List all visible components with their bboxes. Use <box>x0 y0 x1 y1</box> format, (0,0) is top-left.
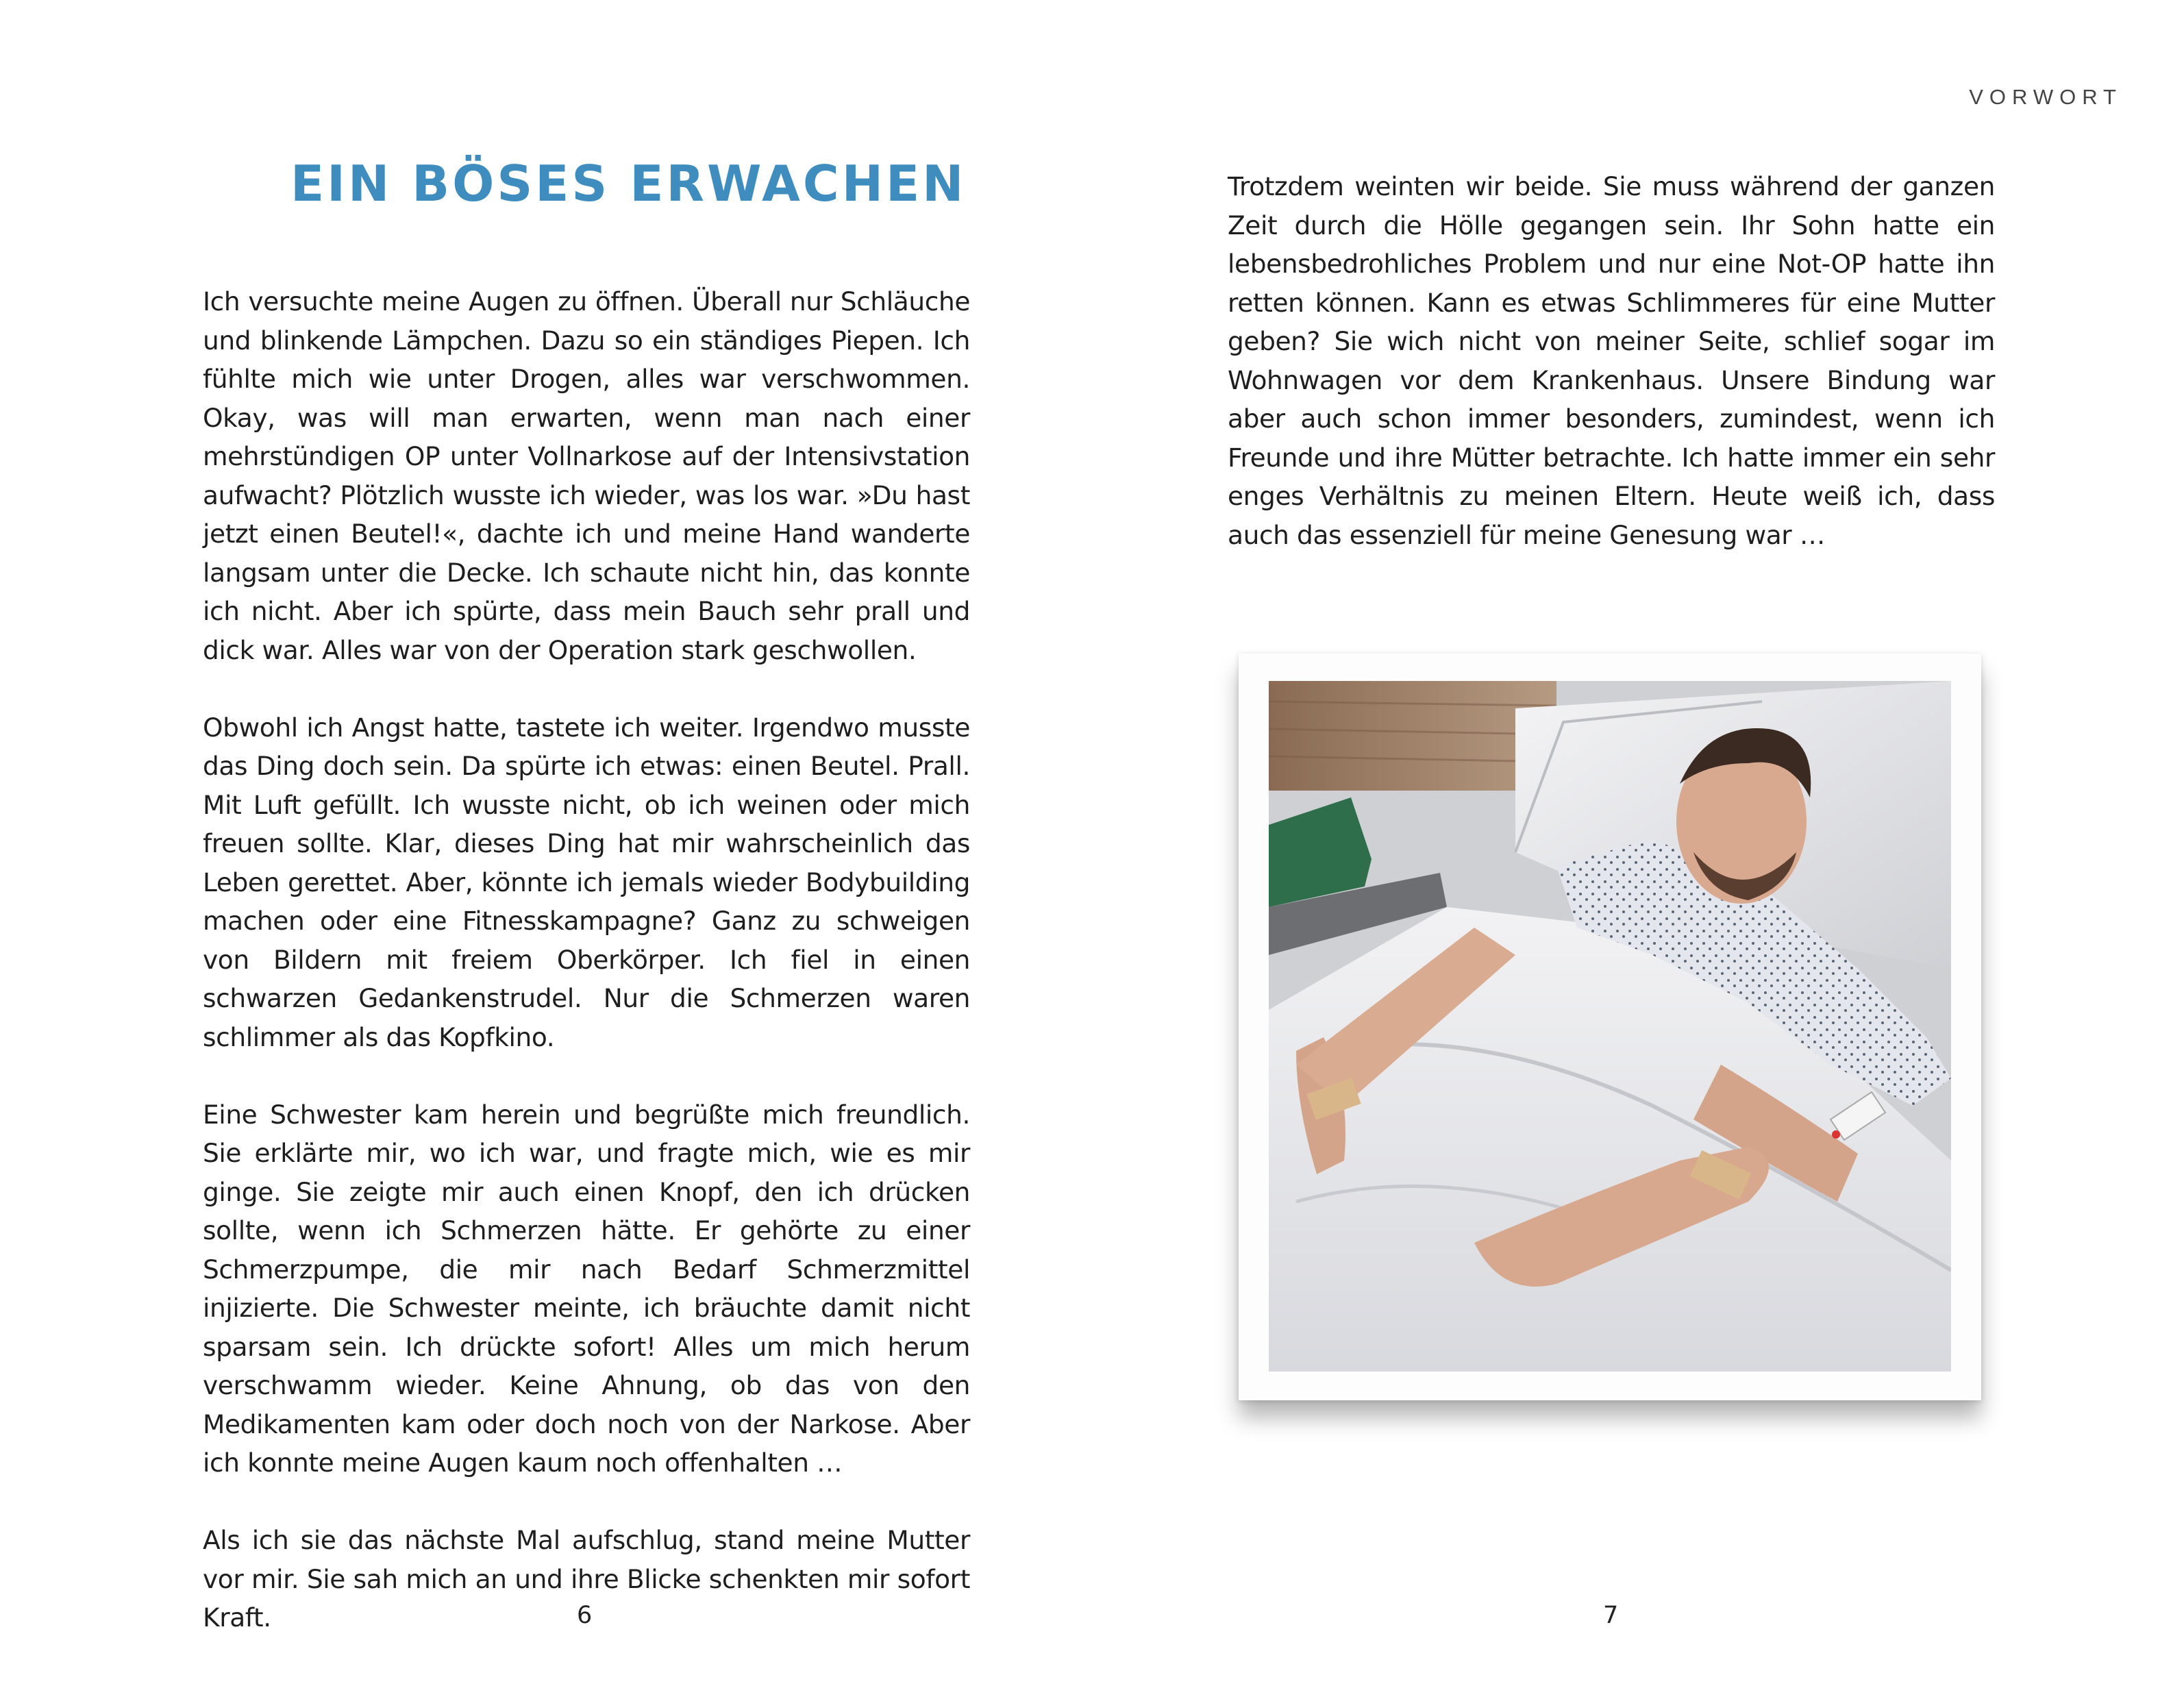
running-header-section: VORWORT <box>1969 85 2122 109</box>
right-page-body <box>1228 167 1995 554</box>
left-paragraph-2: Obwohl ich Angst hatte, tastete ich weiter. Irgendwo musste das Ding doch sein. Da spürte ich etwas: einen Beutel. Prall. Mit Luft gefüllt. Ich wusste nicht, ob ich weinen oder mich freuen sollte. Klar, dieses Ding hat mir wahrscheinlich das Leben gerettet. Aber, könnte ich jemals wieder Bodybuilding machen oder eine Fitnesskampagne? Ganz zu schweigen von Bildern mit freiem Oberkörper. Ich fiel in einen schwarzen Gedankenstrudel. Nur die Schmerzen waren schlimmer als das Kopfkino. <box>203 712 970 1052</box>
right-paragraph-1: Trotzdem weinten wir beide. Sie muss während der ganzen Zeit durch die Hölle gegangen sein. Ihr Sohn hatte ein lebensbedrohliches Problem und nur eine Not-OP hatte ihn retten können. Kann es etwas Schlimmeres für eine Mutter geben? Sie wich nicht von meiner Seite, schlief sogar im Wohnwagen vor dem Krankenhaus. Unsere Bindung war aber auch schon immer besonders, zumindest, wenn ich Freunde und ihre Mütter betrachte. Ich hatte immer ein sehr enges Verhältnis zu meinen Eltern. Heute weiß ich, dass auch das essenziell für meine Genesung war … <box>1228 171 1995 550</box>
page-number-left: 6 <box>577 1602 593 1629</box>
left-page-body <box>203 282 970 1637</box>
left-paragraph-1: Ich versuchte meine Augen zu öffnen. Überall nur Schläuche und blinkende Lämpchen. Dazu so ein ständiges Piepen. Ich fühlte mich wie unter Drogen, alles war verschwommen. Okay, was will man erwarten, wenn man nach einer mehrstündigen OP unter Vollnarkose auf der Intensivstation aufwacht? Plötzlich wusste ich wieder, was los war. »Du hast jetzt einen Beutel!«, dachte ich und meine Hand wanderte langsam unter die Decke. Ich schaute nicht hin, das konnte ich nicht. Aber ich spürte, dass mein Bauch sehr prall und dick war. Alles war von der Operation stark geschwollen. <box>203 286 970 665</box>
left-paragraph-3: Eine Schwester kam herein und begrüßte mich freundlich. Sie erklärte mir, wo ich war, und fragte mich, wie es mir ginge. Sie zeigte mir auch einen Knopf, den ich drücken sollte, wenn ich Schmerzen hätte. Er gehörte zu einer Schmerzpumpe, die mir nach Bedarf Schmerzmittel injizierte. Die Schwester meinte, ich bräuchte damit nicht sparsam sein. Ich drückte sofort! Alles um mich herum verschwamm wieder. Keine Ahnung, ob das von den Medikamenten kam oder doch noch von der Narkose. Aber ich konnte meine Augen kaum noch offenhalten … <box>203 1099 970 1478</box>
hospital-bed-photo <box>1269 681 1951 1372</box>
chapter-title: EIN BÖSES ERWACHEN <box>290 155 967 212</box>
left-paragraph-4: Als ich sie das nächste Mal aufschlug, stand meine Mutter vor mir. Sie sah mich an und ihre Blicke schenkten mir sofort Kraft. <box>203 1525 970 1633</box>
page-number-right: 7 <box>1603 1602 1619 1629</box>
polaroid-photo-frame <box>1239 654 1981 1400</box>
